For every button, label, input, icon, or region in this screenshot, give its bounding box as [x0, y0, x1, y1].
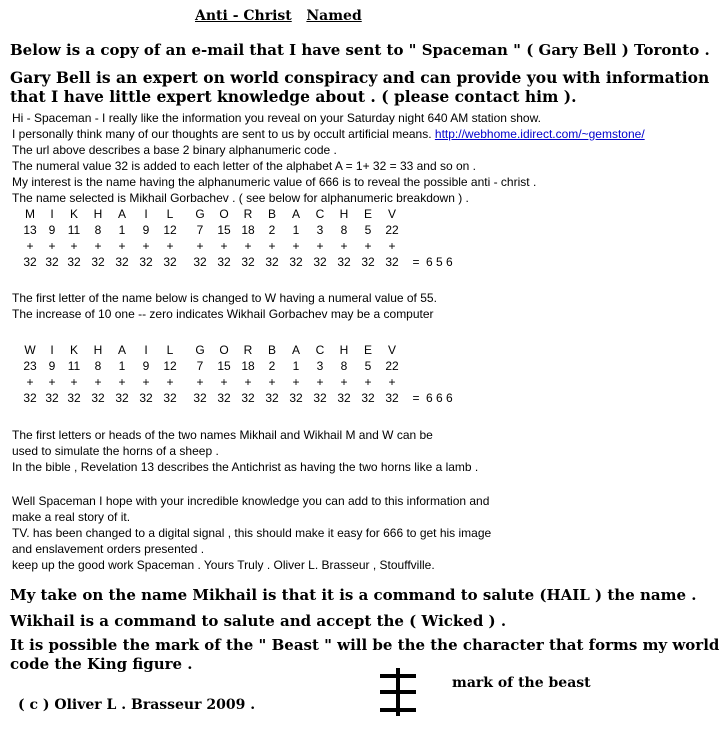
grid2-plus: +	[388, 375, 396, 389]
grid2-value: 12	[163, 359, 177, 373]
grid1-plus: +	[48, 239, 56, 253]
grid1-plus: +	[268, 239, 276, 253]
email-line-1: Hi - Spaceman - I really like the information you reveal on your Saturday night 640 AM station show.	[12, 111, 541, 125]
grid2-plus: +	[166, 375, 174, 389]
grid1-plus: +	[220, 239, 228, 253]
grid2-plus: +	[244, 375, 252, 389]
grid2-addend: 32	[289, 391, 303, 405]
grid2-value: 2	[268, 359, 276, 373]
grid2-value: 7	[196, 359, 204, 373]
take-line-1: My take on the name Mikhail is that it is a command to salute (HAIL ) the name .	[10, 586, 697, 604]
grid2-addend: 32	[217, 391, 231, 405]
grid2-letter: V	[387, 343, 396, 357]
grid1-equals: =	[412, 255, 420, 269]
grid1-letter: R	[243, 207, 253, 221]
grid1-addend: 32	[67, 255, 81, 269]
grid2-addend: 32	[45, 391, 59, 405]
grid1-letter: C	[315, 207, 325, 221]
grid2-plus: +	[268, 375, 276, 389]
grid1-addend: 32	[163, 255, 177, 269]
grid1-total: 6 5 6	[426, 255, 453, 269]
grid2-letter: G	[195, 343, 205, 357]
grid2-addend: 32	[313, 391, 327, 405]
closing-line-4: and enslavement orders presented .	[12, 542, 205, 556]
grid1-letter: G	[195, 207, 205, 221]
grid2-letter: A	[117, 343, 126, 357]
copyright: ( c ) Oliver L . Brasseur 2009 .	[18, 697, 256, 713]
grid1-addend: 32	[385, 255, 399, 269]
grid2-value: 15	[217, 359, 231, 373]
take-line-4: code the King figure .	[10, 655, 193, 673]
grid2-letter: E	[363, 343, 372, 357]
intro-line-2: Gary Bell is an expert on world conspiracy and can provide you with information	[10, 68, 710, 87]
grid1-plus: +	[196, 239, 204, 253]
grid2-plus: +	[26, 375, 34, 389]
email-line-2	[12, 127, 645, 141]
grid2-total: 6 6 6	[426, 391, 453, 405]
grid2-plus: +	[364, 375, 372, 389]
grid1-addend: 32	[139, 255, 153, 269]
email-line-5: My interest is the name having the alphanumeric value of 666 is to reveal the possible anti - christ .	[12, 175, 537, 189]
grid1-value: 9	[142, 223, 150, 237]
grid2-letter: I	[50, 343, 54, 357]
grid1-plus: +	[388, 239, 396, 253]
grid1-value: 12	[163, 223, 177, 237]
grid2-plus: +	[196, 375, 204, 389]
grid1-value: 8	[340, 223, 348, 237]
grid1-value: 11	[67, 223, 81, 237]
grid1-addend: 32	[23, 255, 37, 269]
grid1-addend: 32	[193, 255, 207, 269]
grid2-addend: 32	[241, 391, 255, 405]
grid1-plus: +	[142, 239, 150, 253]
grid1-plus: +	[292, 239, 300, 253]
grid2-addend: 32	[385, 391, 399, 405]
grid2-value: 8	[94, 359, 102, 373]
horns-line-2: used to simulate the horns of a sheep .	[12, 444, 219, 458]
email-line-6: The name selected is Mikhail Gorbachev . ( see below for alphanumeric breakdown ) .	[12, 191, 469, 205]
grid1-addend: 32	[265, 255, 279, 269]
grid1-value: 9	[48, 223, 56, 237]
grid1-letter: E	[363, 207, 372, 221]
grid1-plus: +	[26, 239, 34, 253]
grid2-value: 8	[340, 359, 348, 373]
grid1-addend: 32	[115, 255, 129, 269]
grid1-value: 5	[364, 223, 372, 237]
grid2-plus: +	[292, 375, 300, 389]
title-part-1: Anti - Christ	[195, 8, 292, 24]
grid2-addend: 32	[67, 391, 81, 405]
grid1-value: 3	[316, 223, 324, 237]
grid2-addend: 32	[265, 391, 279, 405]
grid1-value: 22	[385, 223, 399, 237]
grid1-value: 1	[292, 223, 300, 237]
grid1-addend: 32	[337, 255, 351, 269]
grid1-letter: H	[339, 207, 349, 221]
grid2-letter: W	[24, 343, 36, 357]
grid2-addend: 32	[115, 391, 129, 405]
grid2-addend: 32	[163, 391, 177, 405]
grid2-letter: H	[93, 343, 103, 357]
grid2-letter: I	[144, 343, 148, 357]
beast-mark-symbol	[378, 668, 418, 716]
grid1-letter: V	[387, 207, 396, 221]
grid1-letter: I	[50, 207, 54, 221]
grid2-value: 11	[67, 359, 81, 373]
grid2-value: 1	[118, 359, 126, 373]
grid1-addend: 32	[313, 255, 327, 269]
grid2-plus: +	[316, 375, 324, 389]
grid2-value: 3	[316, 359, 324, 373]
grid1-value: 8	[94, 223, 102, 237]
grid1-addend: 32	[45, 255, 59, 269]
grid2-value: 23	[23, 359, 37, 373]
email-line-2-text: I personally think many of our thoughts are sent to us by occult artificial means.	[12, 127, 432, 141]
grid1-plus: +	[364, 239, 372, 253]
grid1-plus: +	[340, 239, 348, 253]
grid2-value: 22	[385, 359, 399, 373]
middle-line-2: The increase of 10 one -- zero indicates Wikhail Gorbachev may be a computer	[12, 307, 434, 321]
take-line-3: It is possible the mark of the " Beast " will be the the character that forms my world	[10, 636, 720, 654]
grid2-addend: 32	[193, 391, 207, 405]
grid2-value: 1	[292, 359, 300, 373]
grid2-letter: L	[166, 343, 174, 357]
grid2-letter: C	[315, 343, 325, 357]
grid1-letter: L	[166, 207, 174, 221]
grid2-plus: +	[94, 375, 102, 389]
page-title	[195, 8, 362, 24]
intro-line-3: that I have little expert knowledge about . ( please contact him ).	[10, 87, 577, 106]
grid2-plus: +	[220, 375, 228, 389]
grid1-addend: 32	[217, 255, 231, 269]
take-line-2: Wikhail is a command to salute and accept the ( Wicked ) .	[10, 612, 507, 630]
grid1-plus: +	[244, 239, 252, 253]
grid2-addend: 32	[361, 391, 375, 405]
grid1-addend: 32	[91, 255, 105, 269]
grid1-value: 7	[196, 223, 204, 237]
grid2-value: 18	[241, 359, 255, 373]
grid1-letter: H	[93, 207, 103, 221]
email-line-3: The url above describes a base 2 binary alphanumeric code .	[12, 143, 337, 157]
grid1-plus: +	[70, 239, 78, 253]
intro-line-1: Below is a copy of an e-mail that I have sent to " Spaceman " ( Gary Bell ) Toronto .	[10, 41, 710, 59]
grid1-letter: K	[69, 207, 78, 221]
grid1-value: 13	[23, 223, 37, 237]
grid1-letter: A	[117, 207, 126, 221]
grid2-value: 5	[364, 359, 372, 373]
grid2-value: 9	[48, 359, 56, 373]
grid1-letter: O	[219, 207, 229, 221]
grid2-letter: R	[243, 343, 253, 357]
grid2-value: 9	[142, 359, 150, 373]
middle-line-1: The first letter of the name below is changed to W having a numeral value of 55.	[12, 291, 437, 305]
grid2-letter: B	[267, 343, 276, 357]
grid1-plus: +	[166, 239, 174, 253]
grid2-plus: +	[142, 375, 150, 389]
grid1-value: 15	[217, 223, 231, 237]
grid1-letter: A	[291, 207, 300, 221]
grid2-letter: O	[219, 343, 229, 357]
grid2-addend: 32	[91, 391, 105, 405]
email-line-4: The numeral value 32 is added to each letter of the alphabet A = 1+ 32 = 33 and so on .	[12, 159, 477, 173]
grid2-equals: =	[412, 391, 420, 405]
grid2-plus: +	[70, 375, 78, 389]
grid1-letter: M	[25, 207, 35, 221]
closing-line-5: keep up the good work Spaceman . Yours Truly . Oliver L. Brasseur , Stouffville.	[12, 558, 435, 572]
grid2-addend: 32	[139, 391, 153, 405]
closing-line-2: make a real story of it.	[12, 510, 131, 524]
closing-line-1: Well Spaceman I hope with your incredible knowledge you can add to this information and	[12, 494, 490, 508]
grid1-addend: 32	[289, 255, 303, 269]
grid1-plus: +	[316, 239, 324, 253]
grid2-letter: H	[339, 343, 349, 357]
grid1-plus: +	[118, 239, 126, 253]
grid1-value: 1	[118, 223, 126, 237]
grid2-letter: K	[69, 343, 78, 357]
grid1-addend: 32	[241, 255, 255, 269]
grid2-plus: +	[48, 375, 56, 389]
grid1-plus: +	[94, 239, 102, 253]
grid2-addend: 32	[337, 391, 351, 405]
grid2-letter: A	[291, 343, 300, 357]
grid2-addend: 32	[23, 391, 37, 405]
horns-line-1: The first letters or heads of the two names Mikhail and Wikhail M and W can be	[12, 428, 433, 442]
title-part-2: Named	[306, 8, 362, 24]
gemstone-link[interactable]: http://webhome.idirect.com/~gemstone/	[434, 127, 645, 141]
grid1-letter: B	[267, 207, 276, 221]
grid1-value: 2	[268, 223, 276, 237]
horns-line-3: In the bible , Revelation 13 describes the Antichrist as having the two horns like a lamb .	[12, 460, 479, 474]
grid1-value: 18	[241, 223, 255, 237]
closing-line-3: TV. has been changed to a digital signal , this should make it easy for 666 to get his image	[12, 526, 492, 540]
grid2-plus: +	[340, 375, 348, 389]
grid2-plus: +	[118, 375, 126, 389]
beast-mark-label: mark of the beast	[452, 675, 591, 691]
grid1-addend: 32	[361, 255, 375, 269]
grid1-letter: I	[144, 207, 148, 221]
